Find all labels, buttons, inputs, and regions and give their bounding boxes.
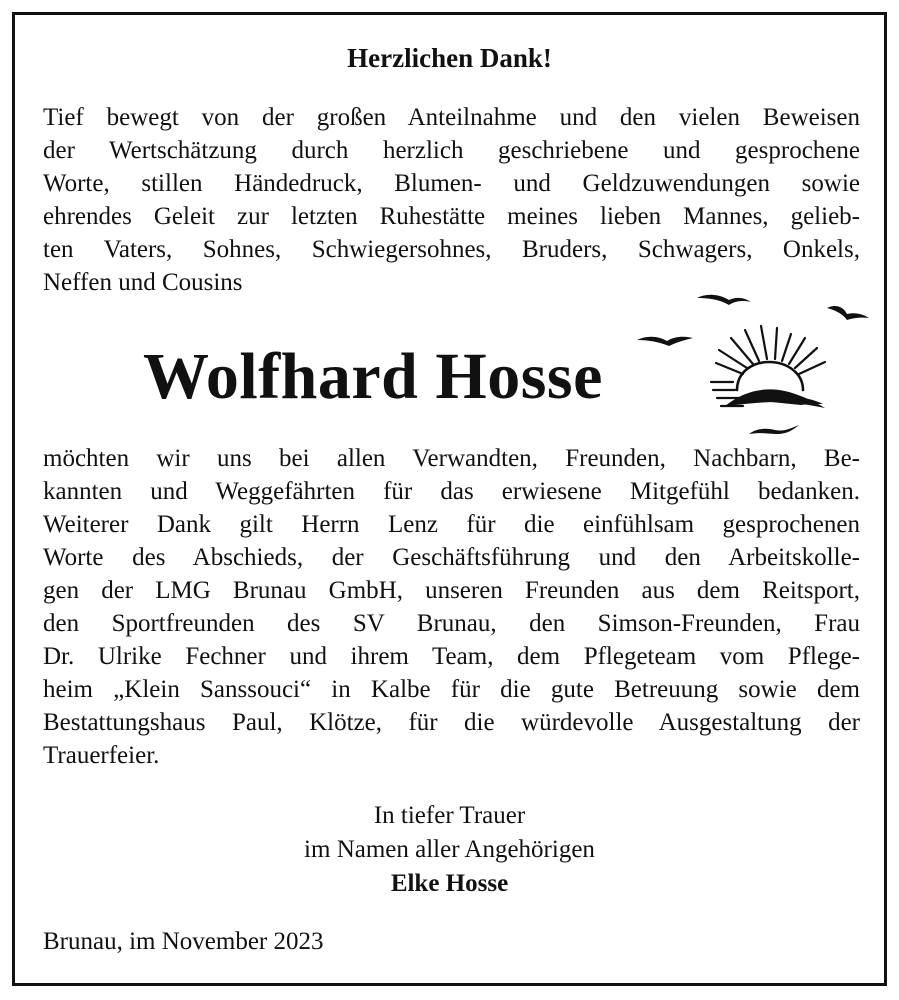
text-line: Worte des Abschieds, der Geschäftsführung und den Arbeitskolle-: [43, 544, 860, 571]
sunset-seagulls-icon: [621, 278, 871, 438]
thanks-paragraph: [43, 442, 860, 772]
obituary-notice: [15, 15, 884, 983]
text-line: Neffen und Cousins: [43, 269, 243, 296]
text-line: Weiterer Dank gilt Herrn Lenz für die einfühlsam gesprochenen: [43, 511, 860, 538]
text-line: Trauerfeier.: [43, 742, 160, 769]
text-line: ten Vaters, Sohnes, Schwiegersohnes, Bruders, Schwagers, Onkels,: [43, 236, 860, 263]
place-date: Brunau, im November 2023: [43, 928, 324, 955]
text-line: Bestattungshaus Paul, Klötze, für die würdevolle Ausgestaltung der: [43, 709, 860, 736]
closing-line-family: im Namen aller Angehörigen: [304, 836, 595, 863]
text-line: Worte, stillen Händedruck, Blumen- und Geldzuwendungen sowie: [43, 170, 860, 197]
intro-paragraph: [43, 101, 860, 299]
notice-frame: [12, 12, 887, 986]
deceased-name: Wolfhard Hosse: [143, 340, 603, 413]
text-line: der Wertschätzung durch herzlich geschriebene und gesprochene: [43, 137, 860, 164]
text-line: kannten und Weggefährten für das erwiesene Mitgefühl bedanken.: [43, 478, 860, 505]
notice-title: Herzlichen Dank!: [347, 43, 552, 73]
text-line: Tief bewegt von der großen Anteilnahme und den vielen Beweisen: [43, 104, 860, 131]
text-line: Dr. Ulrike Fechner und ihrem Team, dem Pflegeteam vom Pflege-: [43, 643, 860, 670]
signature: Elke Hosse: [390, 870, 509, 897]
text-line: den Sportfreunden des SV Brunau, den Simson-Freunden, Frau: [43, 610, 860, 637]
text-line: möchten wir uns bei allen Verwandten, Freunden, Nachbarn, Be-: [43, 445, 860, 472]
closing-line-mourning: In tiefer Trauer: [373, 802, 526, 829]
text-line: heim „Klein Sanssouci“ in Kalbe für die gute Betreuung sowie dem: [43, 676, 860, 703]
text-line: gen der LMG Brunau GmbH, unseren Freunden aus dem Reitsport,: [43, 577, 860, 604]
text-line: ehrendes Geleit zur letzten Ruhestätte meines lieben Mannes, gelieb-: [43, 203, 860, 230]
